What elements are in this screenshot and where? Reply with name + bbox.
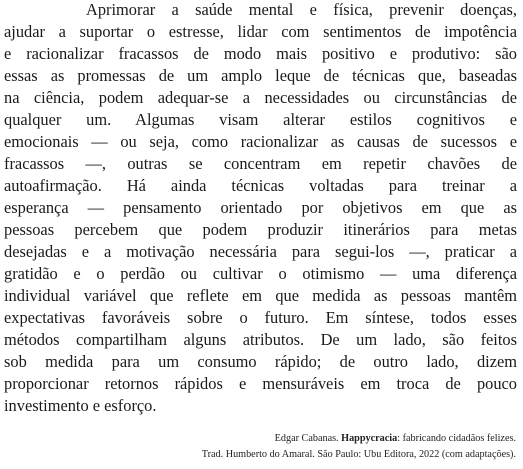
paragraph-line: e racionalizar fracassos de modo mais positivo e produtivo: são <box>4 44 517 63</box>
paragraph-line: ajudar a suportar o estresse, lidar com sentimentos de impotência <box>4 22 517 41</box>
paragraph-line: investimento e esforço. <box>4 396 157 415</box>
paragraph-line: gratidão e o perdão ou cultivar o otimismo — uma diferença <box>4 264 517 283</box>
citation-book-title: Happycracia <box>341 433 398 444</box>
paragraph-line: na ciência, podem adequar-se a necessidades ou circunstâncias de <box>4 88 517 107</box>
citation-author: Edgar Cabanas. <box>274 433 339 444</box>
paragraph-line: pessoas percebem que podem produzir itinerários para metas <box>4 220 517 239</box>
paragraph-line: autoafirmação. Há ainda técnicas voltadas para treinar a <box>4 176 517 195</box>
paragraph-line: sob medida para um consumo rápido; de outro lado, dizem <box>4 352 517 371</box>
paragraph-line: métodos compartilham alguns atributos. De um lado, são feitos <box>4 330 517 349</box>
paragraph-line: desejadas e a motivação necessária para segui-los —, praticar a <box>4 242 517 261</box>
paragraph-line: Aprimorar a saúde mental e física, prevenir doenças, <box>86 0 517 19</box>
paragraph-line: emocionais — ou seja, como racionalizar as causas de sucessos e <box>4 132 517 151</box>
citation-line-2: Trad. Humberto do Amaral. São Paulo: Ubu Editora, 2022 (com adaptações). <box>201 449 516 460</box>
paragraph-line: esperança — pensamento orientado por objetivos em que as <box>4 198 517 217</box>
paragraph-line: expectativas favoráveis sobre o futuro. Em síntese, todos esses <box>4 308 517 327</box>
paragraph-line: qualquer um. Algumas visam alterar estilos cognitivos e <box>4 110 517 129</box>
citation-line-1 <box>275 433 516 444</box>
paragraph-line: essas as promessas de um amplo leque de técnicas que, baseadas <box>4 66 517 85</box>
paragraph-line: individual variável que reflete em que medida as pessoas mantêm <box>4 286 517 305</box>
paragraph-line: proporcionar retornos rápidos e mensuráveis em troca de pouco <box>4 374 517 393</box>
citation-subtitle: : fabricando cidadãos felizes. <box>397 433 516 444</box>
paragraph-line: fracassos —, outras se concentram em repetir chavões de <box>4 154 517 173</box>
